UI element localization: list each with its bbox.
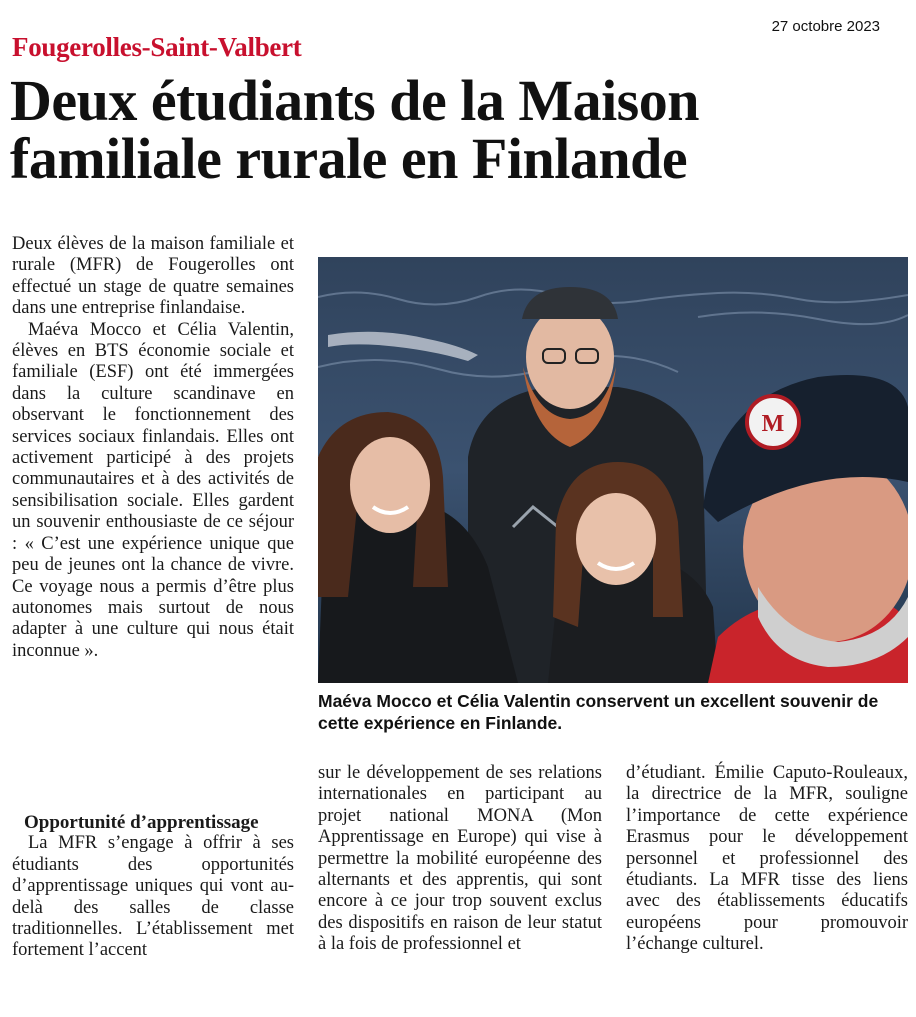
article-photo [318,257,908,683]
intro-paragraph-1: Deux élèves de la maison familiale et rurale (MFR) de Fougerolles ont effectué un stage de quatre semaines dans une entreprise finlandaise. [12,234,294,319]
article-column-3 [626,763,908,956]
locality-kicker: Fougerolles-Saint-Valbert [12,32,302,62]
cap-logo-text: M [761,411,785,437]
subheading: Opportunité d’apprentissage [24,812,259,833]
photo-illustration [318,257,908,683]
article-column-1-bottom [12,812,294,962]
intro-paragraph-2: Maéva Mocco et Célia Valentin, élèves en BTS économie sociale et familiale (ESF) ont été immergées dans la culture scandinave en observant le fonctionnement des services sociaux finlandais. Elles ont activement participé à des projets communautaires et à des activités de sensibilisation sociale. Elles gardent un souvenir enthousiaste de ce séjour : « C’est une expérience unique que peu de jeunes ont la chance de vivre. Ce voyage nous a permis d’être plus autonomes mais surtout de nous adapter à une culture qui nous était inconnue ». [12,319,294,661]
body-paragraph-col3: d’étudiant. Émilie Caputo-Rouleaux, la directrice de la MFR, souligne l’importance de cette expérience Erasmus pour le développement personnel et professionnel des étudiants. La MFR tisse des liens avec des établissements éducatifs européens pour promouvoir l’échange culturel. [626,763,908,955]
headline: Deux étudiants de la Maison familiale rurale en Finlande [10,68,700,191]
article-date: 27 octobre 2023 [771,18,880,35]
body-paragraph-col2: sur le développement de ses relations internationales en participant au projet national MONA (Mon Apprentissage en Europe) qui vise à permettre la mobilité européenne des alternants et des apprentis, qui sont encore à ce jour trop souvent exclus des dispositifs en raison de leur statut à la fois de professionnel et [318,763,602,955]
article-column-1 [12,234,294,662]
body-paragraph-mfr: La MFR s’engage à offrir à ses étudiants des opportunités d’apprentissage uniques qui vont au-delà des salles de classe traditionnelles. L’établissement met fortement l’accent [12,833,294,961]
article-column-2 [318,763,602,956]
photo-caption: Maéva Mocco et Célia Valentin conservent un excellent souvenir de cette expérience en Finlande. [318,691,879,733]
